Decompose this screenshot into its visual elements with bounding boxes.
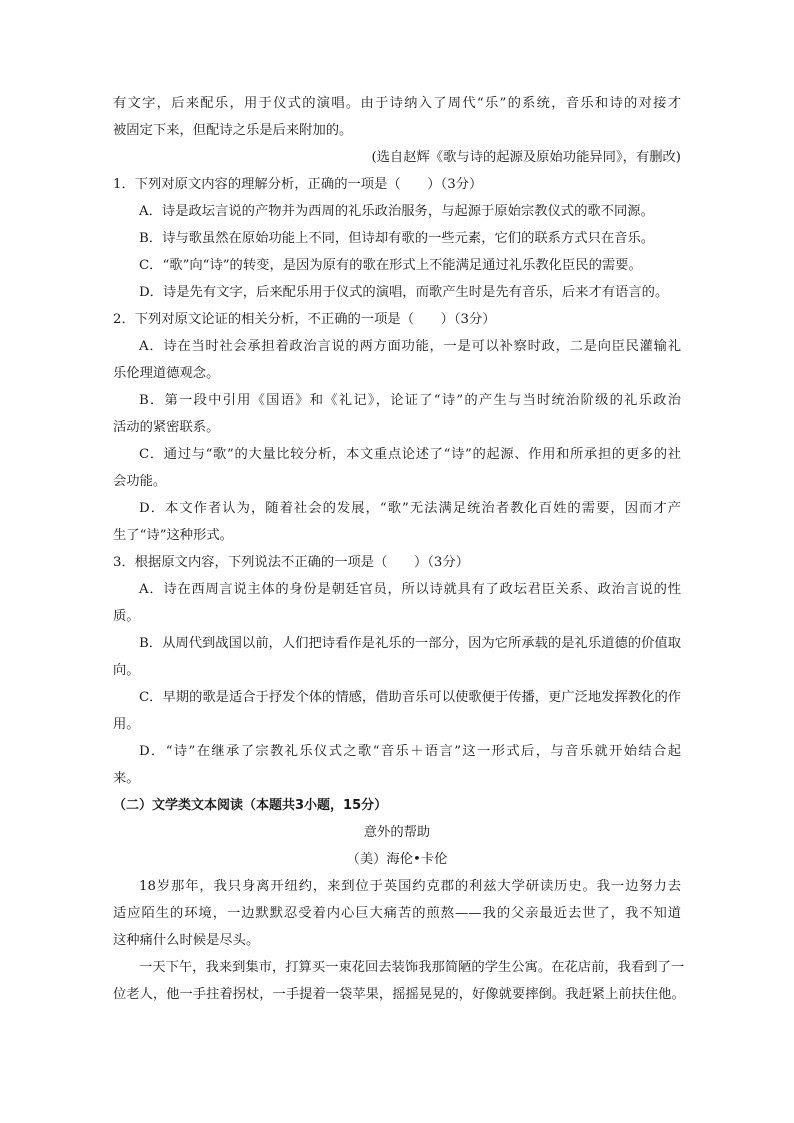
question-stem: 2．下列对原文论证的相关分析，不正确的一项是（ ）（3分）	[113, 312, 496, 327]
story-paragraph	[113, 873, 681, 954]
option-b[interactable]	[113, 387, 681, 441]
text-line: 有文字，后来配乐，用于仪式的演唱。由于诗纳入了周代“乐”的系统，音乐和诗的对接才	[113, 96, 681, 111]
option-line: 来。	[113, 771, 140, 786]
option-c[interactable]: C．“歌”向“诗”的转变，是因为原有的歌在形式上不能满足通过礼乐教化臣民的需要。	[139, 258, 642, 273]
option-line: A．诗在当时社会承担着政治言说的两方面功能，一是可以补察时政，二是向臣民灌输礼	[139, 339, 681, 354]
story-title: 意外的帮助	[363, 825, 431, 840]
option-line: C．早期的歌是适合于抒发个体的情感，借助音乐可以使歌便于传播，更广泛地发挥教化的作	[139, 690, 682, 705]
text-line: 18岁那年，我只身离开纽约，来到位于英国约克郡的利兹大学研读历史。我一边努力去	[139, 879, 681, 894]
option-b[interactable]	[113, 630, 681, 684]
option-line: 向。	[113, 663, 140, 678]
question-3	[113, 549, 681, 792]
question-stem: 1．下列对原文内容的理解分析，正确的一项是（ ）（3分）	[113, 177, 483, 192]
section-heading: （二）文学类文本阅读（本题共3小题，15分）	[113, 798, 388, 813]
option-line: 质。	[113, 609, 140, 624]
question-1	[113, 171, 681, 306]
text-line: 一天下午，我来到集市，打算买一束花回去装饰我那简陋的学生公寓。在花店前，我看到了一	[139, 960, 685, 975]
text-line: 位老人，他一手拄着拐杖，一手提着一袋苹果，摇摇晃晃的，好像就要摔倒。我赶紧上前扶住他。	[113, 987, 685, 1002]
option-line: A．诗在西周言说主体的身份是朝廷官员，所以诗就具有了政坛君臣关系、政治言说的性	[139, 582, 681, 597]
option-line: 乐伦理道德观念。	[113, 366, 220, 381]
text-line: 适应陌生的环境，一边默默忍受着内心巨大痛苦的煎熬——我的父亲最近去世了，我不知道	[113, 906, 681, 921]
option-c[interactable]	[113, 441, 681, 495]
option-c[interactable]	[113, 684, 681, 738]
option-a[interactable]	[113, 333, 681, 387]
option-d[interactable]	[113, 738, 681, 792]
option-line: 活动的紧密联系。	[113, 420, 220, 435]
option-line: 生了“诗”这种形式。	[113, 528, 233, 543]
option-line: D．本文作者认为，随着社会的发展，“歌”无法满足统治者教化百姓的需要，因而才产	[139, 501, 681, 516]
option-line: B．第一段中引用《国语》和《礼记》，论证了“诗”的产生与当时统治阶级的礼乐政治	[139, 393, 681, 408]
option-d[interactable]: D．诗是先有文字，后来配乐用于仪式的演唱，而歌产生时是先有音乐，后来才有语言的。	[139, 285, 669, 300]
option-line: B．从周代到战国以前，人们把诗看作是礼乐的一部分，因为它所承载的是礼乐道德的价值取	[139, 636, 681, 651]
story-paragraph	[113, 954, 685, 1008]
option-a[interactable]: A．诗是政坛言说的产物并为西周的礼乐政治服务，与起源于原始宗教仪式的歌不同源。	[139, 204, 654, 219]
option-b[interactable]: B．诗与歌虽然在原始功能上不同，但诗却有歌的一些元素，它们的联系方式只在音乐。	[139, 231, 655, 246]
option-a[interactable]	[113, 576, 681, 630]
option-line: 会功能。	[113, 474, 167, 489]
exam-page	[113, 90, 685, 1008]
option-line: D．“诗”在继承了宗教礼乐仪式之歌“音乐＋语言”这一形式后，与音乐就开始结合起	[139, 744, 681, 759]
option-line: 用。	[113, 717, 140, 732]
passage-tail	[113, 90, 681, 144]
source-note: (选自赵辉《歌与诗的起源及原始功能异同》，有删改)	[371, 150, 681, 165]
section-two	[113, 792, 685, 1008]
option-line: C．通过与“歌”的大量比较分析，本文重点论述了“诗”的起源、作用和所承担的更多的社	[139, 447, 681, 462]
question-2	[113, 306, 681, 549]
question-stem: 3．根据原文内容，下列说法不正确的一项是（ ）（3分）	[113, 555, 469, 570]
text-line: 被固定下来，但配诗之乐是后来附加的。	[113, 123, 353, 138]
option-d[interactable]	[113, 495, 681, 549]
text-line: 这种痛什么时候是尽头。	[113, 933, 260, 948]
story-author: （美）海伦•卡伦	[346, 852, 448, 867]
